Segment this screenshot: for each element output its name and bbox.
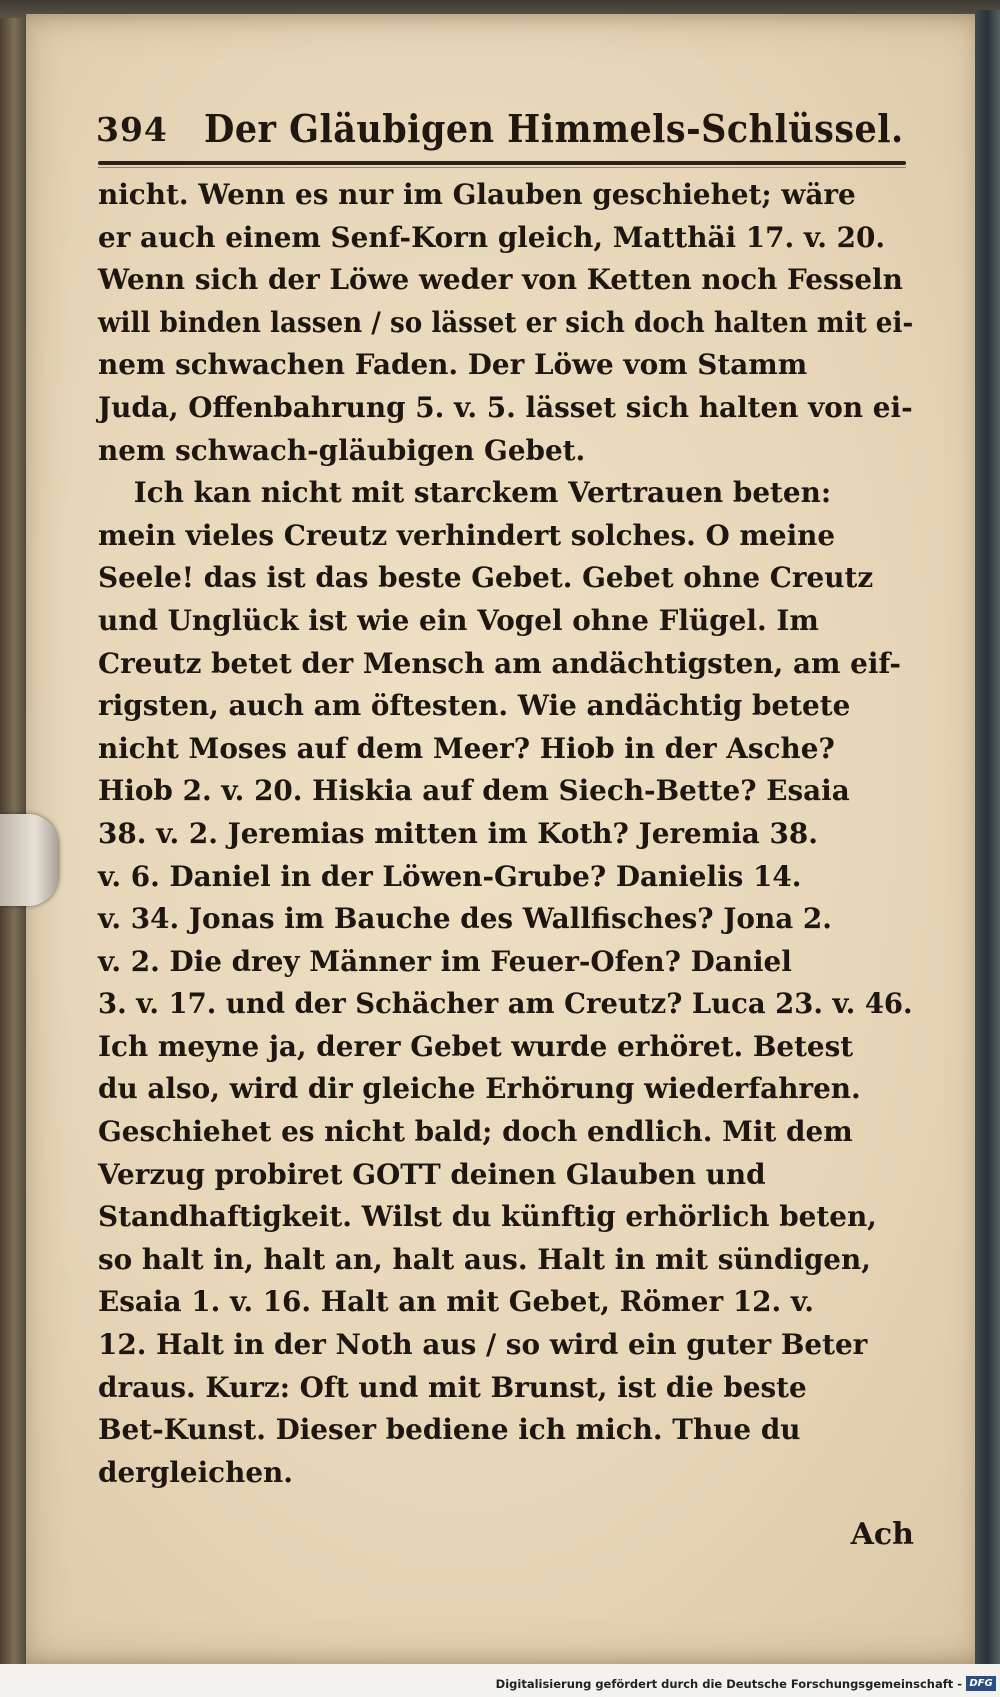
text-line: Esaia 1. v. 16. Halt an mit Gebet, Römer 12. v. <box>98 1285 814 1319</box>
text-line: so halt in, halt an, halt aus. Halt in mit sündigen, <box>98 1242 871 1276</box>
page-number: 394 <box>96 110 168 149</box>
text-line: v. 6. Daniel in der Löwen-Grube? Danielis 14. <box>98 859 802 893</box>
text-line: nicht. Wenn es nur im Glauben geschiehet; wäre <box>98 178 856 211</box>
text-line: Verzug probiret GOTT deinen Glauben und <box>98 1157 766 1191</box>
text-line: v. 2. Die drey Männer im Feuer-Ofen? Daniel <box>98 944 792 978</box>
book-cover-edge <box>975 10 1000 1670</box>
header-rule <box>98 161 906 165</box>
text-line: dergleichen. <box>98 1455 293 1489</box>
text-line: Hiob 2. v. 20. Hiskia auf dem Siech-Bette? Esaia <box>98 774 850 808</box>
text-line: draus. Kurz: Oft und mit Brunst, ist die beste <box>98 1370 807 1404</box>
text-line: Seele! das ist das beste Gebet. Gebet ohne Creutz <box>98 561 874 595</box>
text-line: will binden lassen / so lässet er sich doch halten mit ei- <box>98 305 914 339</box>
text-line: Bet-Kunst. Dieser bediene ich mich. Thue du <box>98 1413 801 1447</box>
text-line: nem schwach-gläubigen Gebet. <box>98 433 586 467</box>
text-line: Wenn sich der Löwe weder von Ketten noch Fesseln <box>98 263 903 297</box>
body-text <box>98 174 918 1494</box>
text-line: rigsten, auch am öftesten. Wie andächtig betete <box>98 689 851 723</box>
catchword: Ach <box>850 1517 914 1552</box>
text-line: Ich kan nicht mit starckem Vertrauen beten: <box>133 476 832 510</box>
text-line: Geschiehet es nicht bald; doch endlich. Mit dem <box>98 1115 853 1149</box>
text-line: du also, wird dir gleiche Erhörung wiederfahren. <box>98 1072 861 1106</box>
text-line: mein vieles Creutz verhindert solches. O meine <box>98 518 836 552</box>
text-line: nicht Moses auf dem Meer? Hiob in der Asche? <box>98 731 835 765</box>
text-line: Juda, Offenbahrung 5. v. 5. lässet sich halten von ei- <box>98 390 913 424</box>
text-line: 3. v. 17. und der Schächer am Creutz? Luca 23. v. 46. <box>98 987 913 1021</box>
text-line: Standhaftigkeit. Wilst du künftig erhörlich beten, <box>98 1200 877 1234</box>
text-line: er auch einem Senf-Korn gleich, Matthäi 17. v. 20. <box>98 220 886 254</box>
page-clip <box>0 814 58 906</box>
dfg-logo: DFG <box>966 1676 996 1691</box>
text-line: Creutz betet der Mensch am andächtigsten, am eif- <box>98 646 901 680</box>
page-header <box>96 102 916 162</box>
text-line: 12. Halt in der Noth aus / so wird ein guter Beter <box>98 1328 868 1362</box>
text-line: und Unglück ist wie ein Vogel ohne Flügel. Im <box>98 603 819 637</box>
header-rule-thin <box>98 167 906 168</box>
digitization-credit: Digitalisierung gefördert durch die Deutsche Forschungsgemeinschaft - <box>495 1677 962 1691</box>
text-line: nem schwachen Faden. Der Löwe vom Stamm <box>98 348 808 382</box>
text-line: 38. v. 2. Jeremias mitten im Koth? Jeremia 38. <box>98 816 818 850</box>
running-title: Der Gläubigen Himmels-Schlüssel. <box>204 106 904 151</box>
text-line: Ich meyne ja, derer Gebet wurde erhöret. Betest <box>98 1029 854 1063</box>
text-line: v. 34. Jonas im Bauche des Wallfisches? Jona 2. <box>98 902 832 936</box>
